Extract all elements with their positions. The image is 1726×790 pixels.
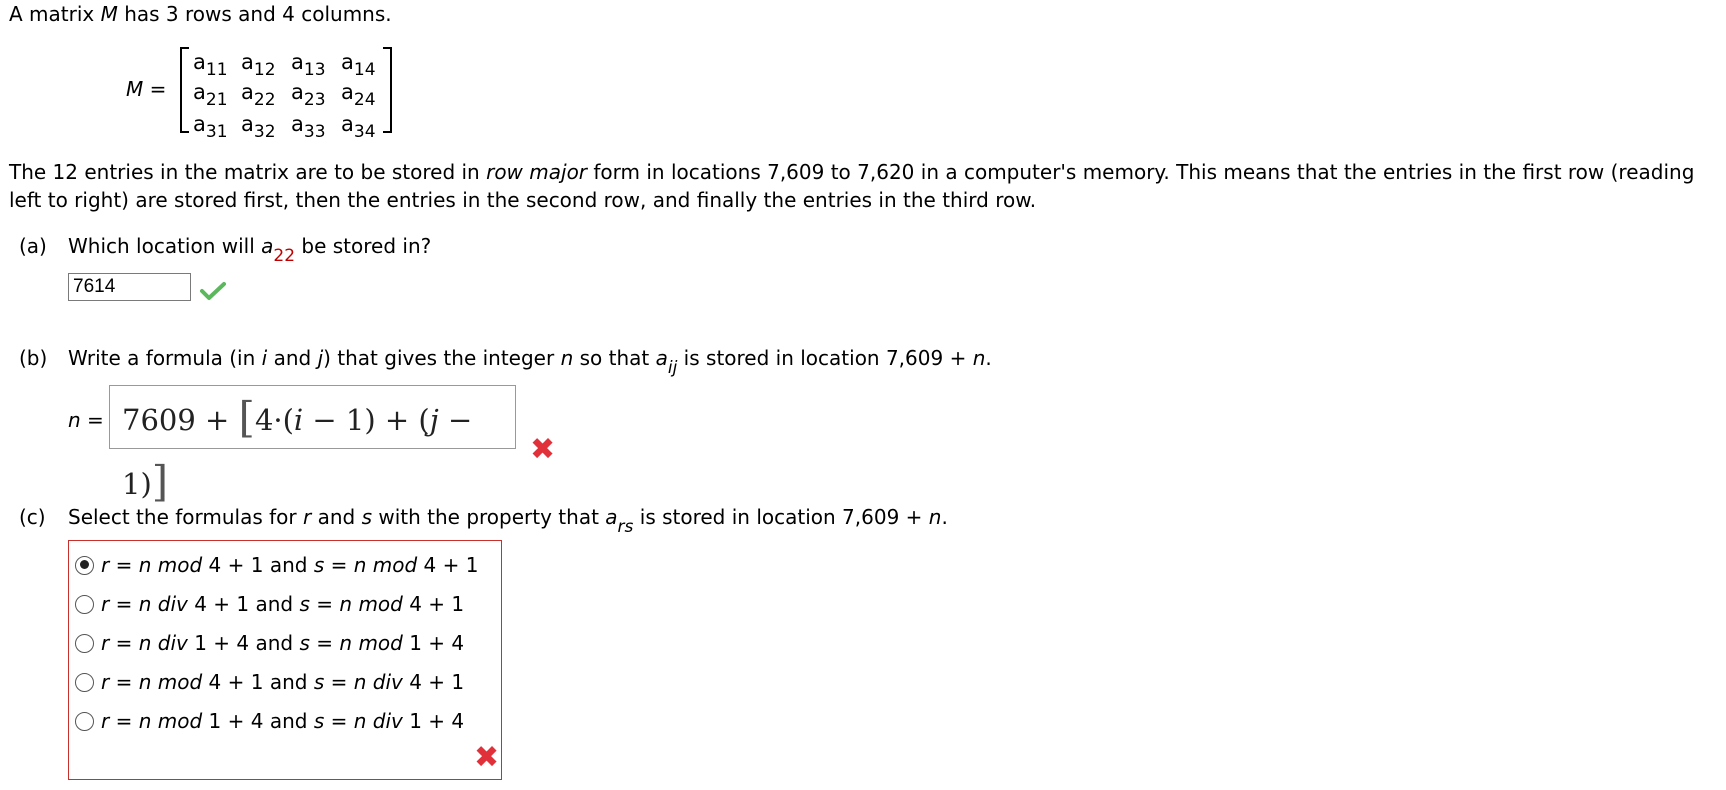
matrix-label: M = <box>126 77 167 101</box>
matrix-entry: $a_{24}$ <box>341 80 376 110</box>
option-label: r = n mod 4 + 1 and s = n mod 4 + 1 <box>101 553 479 577</box>
part-a-question: Which location will $a_{22}$ be stored in? <box>68 234 432 266</box>
option-4[interactable] <box>75 670 464 694</box>
part-b-label: (b) <box>19 346 48 370</box>
part-a-answer-input[interactable]: 7614 <box>68 273 191 301</box>
matrix-bracket-left <box>180 47 189 133</box>
intro-text: A matrix M has 3 rows and 4 columns. <box>9 2 392 26</box>
matrix-bracket-right <box>383 47 392 133</box>
radio-button[interactable] <box>75 712 94 731</box>
part-c-label: (c) <box>19 505 46 529</box>
matrix-entry: $a_{23}$ <box>291 80 326 110</box>
matrix-entry: $a_{11}$ <box>193 50 228 80</box>
matrix-entry: $a_{12}$ <box>241 50 276 80</box>
matrix-entry: $a_{34}$ <box>341 112 376 142</box>
matrix-entry: $a_{33}$ <box>291 112 326 142</box>
option-5[interactable] <box>75 709 464 733</box>
radio-button[interactable] <box>75 634 94 653</box>
radio-button[interactable] <box>75 673 94 692</box>
radio-button[interactable] <box>75 595 94 614</box>
option-2[interactable] <box>75 592 464 616</box>
part-c-question: Select the formulas for r and s with the property that $a_{rs}$ is stored in location 7,609 + n. <box>68 505 948 537</box>
matrix-entry: $a_{21}$ <box>193 80 228 110</box>
option-label: r = n mod 1 + 4 and s = n div 1 + 4 <box>101 709 465 733</box>
option-1[interactable] <box>75 553 478 577</box>
part-b-question: Write a formula (in i and j) that gives the integer n so that $a_{ij}$ is stored in location 7,609 + n. <box>68 346 992 378</box>
radio-button[interactable] <box>75 556 94 575</box>
problem-description: The 12 entries in the matrix are to be stored in row major form in locations 7,609 to 7,620 in a computer's memory. This means that the entries in the first row (reading left to right) are stored first, then the entries in the second row, and finally the entries in the third row. <box>9 160 1695 212</box>
option-label: r = n mod 4 + 1 and s = n div 4 + 1 <box>101 670 465 694</box>
matrix-entry: $a_{31}$ <box>193 112 228 142</box>
option-label: r = n div 4 + 1 and s = n mod 4 + 1 <box>101 592 465 616</box>
part-a-label: (a) <box>19 234 47 258</box>
option-3[interactable] <box>75 631 464 655</box>
matrix-entry: $a_{14}$ <box>341 50 376 80</box>
n-equals-label: n = <box>68 408 104 432</box>
part-b-formula-input[interactable]: 7609 + [4·(𝑖 − 1) + (𝑗 − 1)] <box>109 385 516 449</box>
check-icon <box>200 281 226 301</box>
part-c-options-group <box>68 540 502 780</box>
cross-icon: ✖ <box>474 740 500 775</box>
cross-icon: ✖ <box>530 432 556 467</box>
matrix-entry: $a_{13}$ <box>291 50 326 80</box>
matrix-entry: $a_{22}$ <box>241 80 276 110</box>
matrix-entry: $a_{32}$ <box>241 112 276 142</box>
option-label: r = n div 1 + 4 and s = n mod 1 + 4 <box>101 631 465 655</box>
